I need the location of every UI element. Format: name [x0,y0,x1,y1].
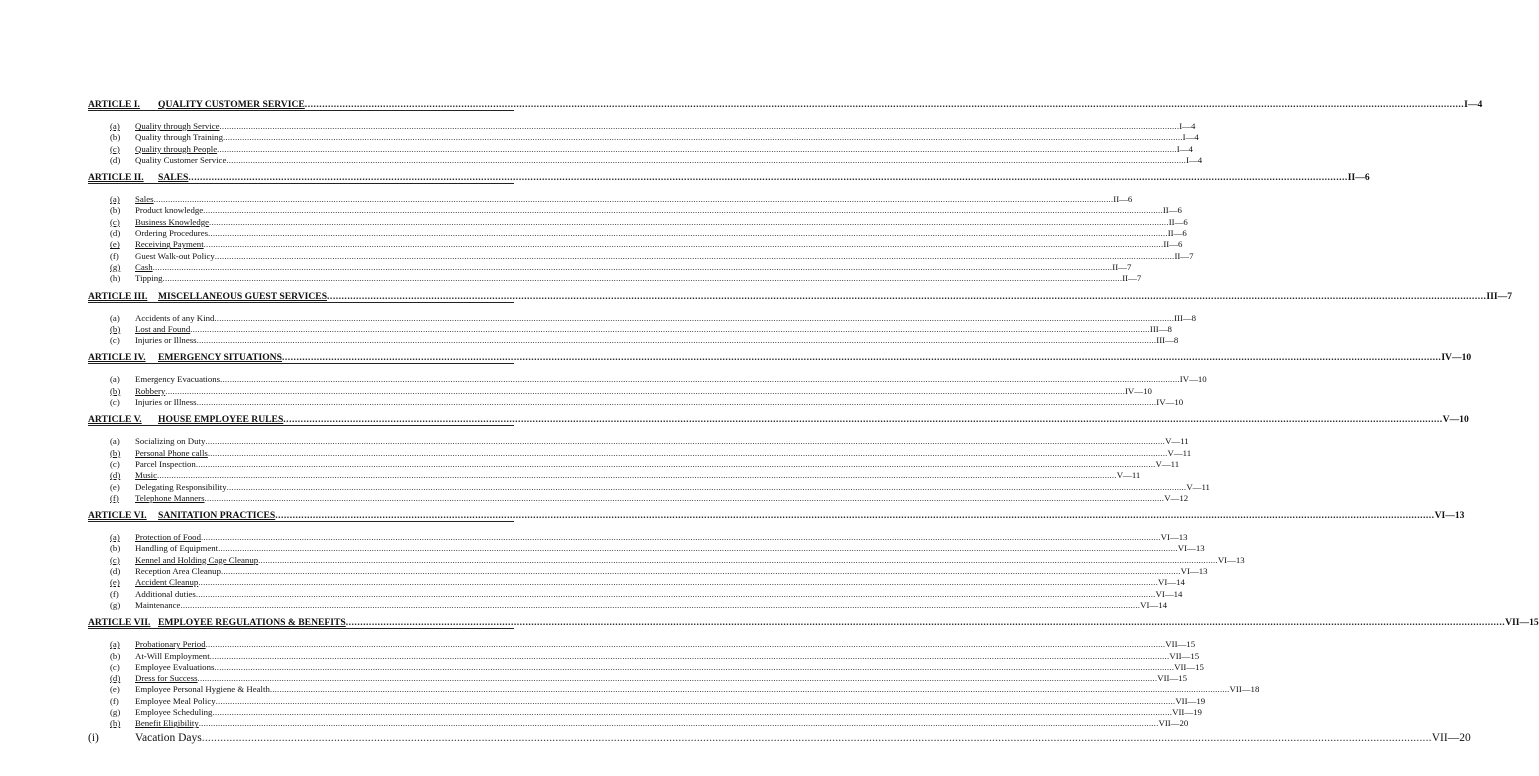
entry-label: Product knowledge [135,205,204,216]
entry-page: VII—15 [1157,673,1188,684]
entry-page: VII—20 [1158,718,1189,729]
dot-leader: ................................................................................................................................................................................................................................................................................................................................................................................................................ [222,132,1183,143]
entry-page: V—11 [1116,470,1141,481]
entry-page: II—6 [1162,205,1182,216]
entry-letter: (f) [110,695,119,706]
entry-letter: (c) [110,661,120,672]
dot-leader: ................................................................................................................................................................................................................................................................................................................................................................................................................ [217,143,1177,154]
toc-entry[interactable] [88,397,1184,408]
article-page: V—10 [1442,414,1469,426]
toc-entry[interactable] [88,695,1206,707]
dot-leader: ................................................................................................................................................................................................................................................................................................................................................................................................................ [205,436,1166,447]
entry-label: Quality Customer Service [135,154,227,165]
toc-entry[interactable] [88,374,1207,385]
dot-leader: ................................................................................................................................................................................................................................................................................................................................................................................................................ [200,532,1161,543]
entry-page: VI—13 [1217,554,1245,565]
article-page: VI—13 [1434,510,1465,522]
toc-entry[interactable] [88,639,1196,650]
entry-page: VII—19 [1175,695,1206,706]
toc-entry[interactable] [88,250,1194,262]
entry-page: VII—19 [1172,706,1202,717]
entry-letter: (c) [110,397,120,408]
toc-article-heading[interactable] [88,614,1539,629]
dot-leader: ................................................................................................................................................................................................................................................................................................................................................................................................................ [162,273,1123,284]
dot-leader: ................................................................................................................................................................................................................................................................................................................................................................................................................ [204,492,1165,503]
entry-label: Reception Area Cleanup [135,566,221,577]
entry-page: IV—10 [1124,385,1152,396]
entry-page: VI—13 [1180,566,1208,577]
entry-letter: (d) [110,470,121,481]
entry-letter: (e) [110,481,120,492]
entry-label: Guest Walk-out Policy [135,250,215,261]
entry-page: VII—18 [1229,684,1260,695]
entry-letter: (h) [110,273,121,284]
article-page: I—4 [1464,99,1483,110]
toc-article-section [88,349,1472,411]
article-number: ARTICLE VI. [88,510,147,522]
dot-leader: ................................................................................................................................................................................................................................................................................................................................................................................................................ [269,684,1230,695]
toc-item-list [88,184,1194,287]
toc-article-section [88,288,1512,350]
entry-page: VI—14 [1157,577,1185,588]
toc-entry[interactable] [88,323,1172,335]
entry-page: II—6 [1113,194,1133,205]
dot-leader: ................................................................................................................................................................................................................................................................................................................................................................................................................ [195,588,1156,599]
article-number: ARTICLE III. [88,290,148,302]
entry-label: Socializing on Duty [135,436,206,447]
entry-page: VII—15 [1165,639,1196,650]
entry-letter: (a) [110,312,120,323]
entry-label: Parcel Inspection [135,458,196,469]
toc-article-section [88,96,1483,169]
entry-label: Sales [135,194,154,205]
entry-label: Emergency Evacuations [135,374,221,385]
dot-leader: ................................................................................................................................................................................................................................................................................................................................................................................................................ [214,661,1175,672]
dot-leader: ................................................................................................................................................................................................................................................................................................................................................................................................................ [196,397,1157,408]
toc-entry[interactable] [88,481,1210,493]
dot-leader: ................................................................................................................................................................................................................................................................................................................................................................................................................ [188,172,1348,184]
entry-letter: (b) [110,650,121,661]
entry-letter: (c) [110,554,120,565]
entry-label: Personal Phone calls [135,447,208,458]
article-page: II—6 [1347,172,1370,184]
entry-label: Music [135,470,157,481]
entry-letter: (c) [110,143,120,154]
dot-leader: ................................................................................................................................................................................................................................................................................................................................................................................................................ [209,650,1170,661]
toc-entry[interactable] [88,132,1199,143]
toc-entry[interactable] [88,554,1245,566]
entry-letter: (a) [110,121,120,131]
entry-label: Benefit Eligibility [135,718,199,729]
entry-label: Employee Evaluations [135,661,215,672]
entry-label: Maintenance [135,599,181,610]
entry-page: I—4 [1176,143,1193,154]
toc-entry[interactable] [88,543,1205,554]
dot-leader: ................................................................................................................................................................................................................................................................................................................................................................................................................ [205,639,1166,650]
entry-page: V—11 [1167,447,1192,458]
article-title: SANITATION PRACTICES [158,510,276,522]
entry-label: Accidents of any Kind [135,312,215,323]
entry-letter: (e) [110,239,120,250]
dot-leader: ................................................................................................................................................................................................................................................................................................................................................................................................................ [220,566,1181,577]
article-title: QUALITY CUSTOMER SERVICE [158,99,305,110]
toc-entry[interactable] [88,205,1182,216]
entry-letter: (c) [110,216,120,227]
entry-page: III—8 [1149,323,1172,334]
entry-letter: (h) [110,718,121,729]
entry-label: Additional duties [135,588,196,599]
entry-letter: (d) [110,154,121,165]
article-title: MISCELLANEOUS GUEST SERVICES [158,290,328,302]
toc-entry[interactable] [88,154,1203,166]
entry-letter: (f) [110,250,119,261]
toc-item-list [88,522,1245,614]
entry-letter: (b) [110,323,121,334]
toc-entry[interactable] [88,447,1192,459]
toc-item-list [88,364,1207,411]
entry-label: Business Knowledge [135,216,210,227]
entry-label: Employee Scheduling [135,706,213,717]
entry-label: Telephone Manners [135,492,205,503]
entry-label: Injuries or Illness [135,335,197,346]
entry-letter: (e) [110,577,120,588]
toc-entry[interactable] [88,436,1189,447]
toc-entry[interactable] [88,385,1152,397]
entry-label: At-Will Employment [135,650,210,661]
dot-leader: ................................................................................................................................................................................................................................................................................................................................................................................................................ [203,205,1163,216]
entry-label: Kennel and Holding Cage Cleanup [135,554,259,565]
toc-entry[interactable] [88,684,1260,695]
entry-letter: (e) [110,684,120,695]
toc-entry[interactable] [88,650,1200,662]
toc-entry[interactable] [88,588,1183,600]
entry-page: VII—20 [1431,731,1471,744]
article-page: IV—10 [1441,352,1472,364]
entry-letter: (b) [110,447,121,458]
entry-letter: (a) [110,374,120,385]
toc-entry[interactable] [88,577,1185,588]
entry-label: Quality through Service [135,121,220,131]
dot-leader: ................................................................................................................................................................................................................................................................................................................................................................................................................ [220,374,1180,385]
dot-leader: ................................................................................................................................................................................................................................................................................................................................................................................................................ [226,154,1187,165]
entry-label: Tipping [135,273,163,284]
toc-item-list [88,426,1210,507]
entry-letter: (c) [110,458,120,469]
article-title: EMERGENCY SITUATIONS [158,352,282,364]
toc-entry[interactable] [88,458,1180,470]
entry-letter: (g) [110,261,121,272]
entry-page: II—7 [1174,250,1194,261]
dot-leader: ................................................................................................................................................................................................................................................................................................................................................................................................................ [165,385,1125,396]
entry-label: Ordering Procedures [135,228,209,239]
toc-item-list [88,629,1471,748]
entry-label: Cash [135,261,153,272]
entry-letter: (b) [110,205,121,216]
entry-letter: (a) [110,639,120,650]
toc-entry[interactable] [88,121,1196,132]
dot-leader: ................................................................................................................................................................................................................................................................................................................................................................................................................ [345,617,1506,629]
toc-entry[interactable] [88,194,1133,205]
entry-page: I—4 [1179,121,1196,131]
entry-page: III—8 [1156,335,1179,346]
entry-page: V—12 [1164,492,1189,503]
toc-article-section [88,507,1465,614]
entry-page: II—6 [1163,239,1183,250]
entry-letter: (i) [88,731,99,744]
dot-leader: ................................................................................................................................................................................................................................................................................................................................................................................................................ [304,99,1465,110]
toc-entry[interactable] [88,718,1189,729]
entry-letter: (c) [110,335,120,346]
toc-entry[interactable] [88,661,1204,673]
entry-letter: (b) [110,385,121,396]
entry-letter: (f) [110,588,119,599]
table-of-contents [88,96,1539,749]
entry-label: Vacation Days [135,731,202,744]
dot-leader: ................................................................................................................................................................................................................................................................................................................................................................................................................ [196,335,1157,346]
toc-entry[interactable] [88,673,1188,684]
entry-page: IV—10 [1179,374,1207,385]
dot-leader: ................................................................................................................................................................................................................................................................................................................................................................................................................ [152,261,1113,272]
dot-leader: ................................................................................................................................................................................................................................................................................................................................................................................................................ [198,718,1159,729]
dot-leader: ................................................................................................................................................................................................................................................................................................................................................................................................................ [275,510,1435,522]
dot-leader: ................................................................................................................................................................................................................................................................................................................................................................................................................ [197,673,1158,684]
entry-label: Delegating Responsibility [135,481,227,492]
dot-leader: ................................................................................................................................................................................................................................................................................................................................................................................................................ [198,577,1158,588]
article-page: III—7 [1486,290,1512,302]
entry-label: Lost and Found [135,323,191,334]
dot-leader: ................................................................................................................................................................................................................................................................................................................................................................................................................ [208,228,1168,239]
entry-label: Quality through People [135,143,218,154]
toc-item-list [88,111,1203,169]
toc-entry[interactable] [88,706,1202,718]
entry-page: VII—15 [1169,650,1200,661]
entry-page: VI—14 [1155,588,1183,599]
article-title: HOUSE EMPLOYEE RULES [158,414,284,426]
article-number: ARTICLE I. [88,99,140,110]
dot-leader: ................................................................................................................................................................................................................................................................................................................................................................................................................ [215,695,1176,706]
toc-article-section [88,614,1539,748]
entry-label: Injuries or Illness [135,397,197,408]
dot-leader: ................................................................................................................................................................................................................................................................................................................................................................................................................ [153,194,1114,205]
dot-leader: ................................................................................................................................................................................................................................................................................................................................................................................................................ [157,470,1117,481]
entry-letter: (g) [110,706,121,717]
dot-leader: ................................................................................................................................................................................................................................................................................................................................................................................................................ [190,323,1150,334]
entry-letter: (d) [110,566,121,577]
toc-entry[interactable] [88,312,1197,324]
dot-leader: ................................................................................................................................................................................................................................................................................................................................................................................................................ [219,121,1180,131]
entry-letter: (a) [110,194,120,205]
entry-page: VI—14 [1140,599,1168,610]
dot-leader: ................................................................................................................................................................................................................................................................................................................................................................................................................ [281,352,1442,364]
entry-page: VII—15 [1174,661,1204,672]
toc-article-heading[interactable] [88,288,1512,303]
entry-page: V—11 [1186,481,1210,492]
entry-label: Employee Personal Hygiene & Health [135,684,270,695]
entry-label: Receiving Payment [135,239,204,250]
entry-page: II—6 [1168,216,1188,227]
dot-leader: ................................................................................................................................................................................................................................................................................................................................................................................................................ [214,250,1175,261]
entry-letter: (a) [110,436,120,447]
entry-label: Robbery [135,385,166,396]
dot-leader: ................................................................................................................................................................................................................................................................................................................................................................................................................ [226,481,1187,492]
entry-label: Accident Cleanup [135,577,199,588]
entry-label: Dress for Success [135,673,198,684]
entry-letter: (d) [110,228,121,239]
entry-label: Quality through Training [135,132,223,143]
entry-letter: (b) [110,543,121,554]
toc-article-section [88,411,1469,507]
entry-page: I—4 [1182,132,1199,143]
toc-entry[interactable] [88,273,1142,284]
entry-page: VI—13 [1160,532,1188,543]
toc-entry[interactable] [88,566,1208,577]
dot-leader: ................................................................................................................................................................................................................................................................................................................................................................................................................ [214,312,1175,323]
article-page: VII—15 [1505,617,1539,629]
article-number: ARTICLE IV. [88,352,146,364]
toc-entry[interactable] [88,532,1188,543]
entry-page: II—7 [1112,261,1132,272]
entry-label: Protection of Food [135,532,201,543]
entry-page: II—7 [1122,273,1142,284]
toc-item-list [88,303,1197,350]
entry-page: V—11 [1165,436,1189,447]
entry-letter: (a) [110,532,120,543]
article-number: ARTICLE VII. [88,617,151,629]
entry-page: V—11 [1155,458,1180,469]
toc-entry[interactable] [88,239,1183,250]
dot-leader: ................................................................................................................................................................................................................................................................................................................................................................................................................ [180,599,1141,610]
toc-entry[interactable] [88,599,1168,611]
toc-entry[interactable] [88,261,1132,273]
entry-letter: (f) [110,492,119,503]
article-title: SALES [158,172,189,184]
entry-page: VI—13 [1177,543,1205,554]
dot-leader: ................................................................................................................................................................................................................................................................................................................................................................................................................ [218,543,1178,554]
dot-leader: ................................................................................................................................................................................................................................................................................................................................................................................................................ [195,458,1156,469]
entry-label: Probationary Period [135,639,206,650]
dot-leader: ................................................................................................................................................................................................................................................................................................................................................................................................................ [283,414,1443,426]
entry-page: IV—10 [1156,397,1184,408]
toc-entry[interactable] [88,470,1141,481]
entry-letter: (g) [110,599,121,610]
entry-label: Handling of Equipment [135,543,219,554]
entry-label: Employee Meal Policy [135,695,216,706]
toc-article-heading[interactable] [88,507,1465,522]
toc-entry[interactable] [88,143,1193,155]
toc-article-heading[interactable] [88,349,1472,364]
entry-page: II—6 [1167,228,1187,239]
entry-letter: (d) [110,673,121,684]
article-number: ARTICLE V. [88,414,142,426]
dot-leader: ................................................................................................................................................................................................................................................................................................................................................................................................................ [212,706,1173,717]
article-title: EMPLOYEE REGULATIONS & BENEFITS [158,617,346,629]
dot-leader: ................................................................................................................................................................................................................................................................................................................................................................................................................ [258,554,1218,565]
toc-article-section [88,169,1370,287]
toc-article-heading[interactable] [88,169,1370,184]
article-number: ARTICLE II. [88,172,144,184]
entry-letter: (b) [110,132,121,143]
entry-page: III—8 [1174,312,1197,323]
dot-leader: ................................................................................................................................................................................................................................................................................................................................................................................................................ [203,239,1164,250]
toc-entry[interactable] [88,730,1471,746]
toc-article-heading[interactable] [88,96,1483,111]
dot-leader: ................................................................................................................................................................................................................................................................................................................................................................................................................ [207,447,1168,458]
dot-leader: ................................................................................................................................................................................................................................................................................................................................................................................................................ [327,290,1487,302]
toc-article-heading[interactable] [88,411,1469,426]
toc-entry[interactable] [88,228,1187,239]
entry-page: I—4 [1186,154,1203,165]
dot-leader: ................................................................................................................................................................................................................................................................................................................................................................................................................ [209,216,1169,227]
toc-entry[interactable] [88,335,1179,346]
dot-leader: ................................................................................................................................................................................................................................................................................................................................................................................................................ [201,731,1432,744]
toc-entry[interactable] [88,216,1188,228]
toc-entry[interactable] [88,492,1189,504]
